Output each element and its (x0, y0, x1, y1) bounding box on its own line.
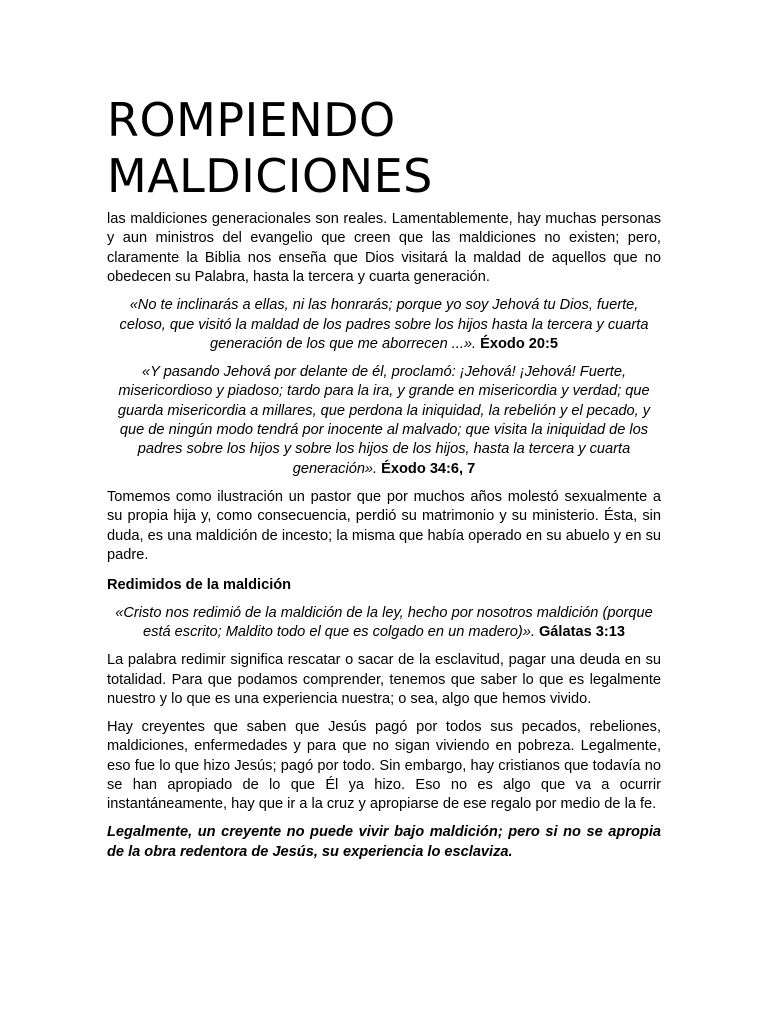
scripture-quote-exodo-20-5 (107, 296, 661, 354)
closing-statement: Legalmente, un creyente no puede vivir bajo maldición; pero si no se apropia de la obra redentora de Jesús, su experiencia lo esclaviza. (107, 824, 661, 860)
paragraph-redimir: La palabra redimir significa rescatar o sacar de la esclavitud, pagar una deuda en su totalidad. Para que podamos comprender, tenemos que saber lo que es legalmente nuestro y lo que es una experiencia nuestra; o sea, algo que hemos vivido. (107, 652, 661, 707)
scripture-quote-exodo-34-6 (107, 363, 661, 479)
quote-reference: Éxodo 34:6, 7 (381, 460, 476, 477)
title-line-1: ROMPIENDO (107, 93, 396, 147)
quote-reference: Gálatas 3:13 (538, 624, 625, 641)
quote-text: «Y pasando Jehová por delante de él, proclamó: ¡Jehová! ¡Jehová! Fuerte, misericordioso y piadoso; tardo para la ira, y grande en misericordia y verdad; que guarda misericordia a millares, que perdona la iniquidad, la rebelión y el pecado, y que de ningún modo tendrá por inocente al malvado; que visita la iniquidad de los padres sobre los hijos y sobre los hijos de los hijos, hasta la tercera y cuarta generación». (117, 363, 651, 477)
quote-text: «Cristo nos redimió de la maldición de la ley, hecho por nosotros maldición (porque está escrito; Maldito todo el que es colgado en un madero)». (115, 604, 653, 641)
paragraph-creyentes: Hay creyentes que saben que Jesús pagó por todos sus pecados, rebeliones, maldiciones, enfermedades y para que no sigan viviendo en pobreza. Legalmente, eso fue lo que hizo Jesús; pagó por todo. Sin embargo, hay cristianos que todavía no se han apropiado de lo que Él ya hizo. Eso no es algo que va a ocurrir instantáneamente, hay que ir a la cruz y apropiarse de ese regalo por medio de la fe. (107, 718, 661, 813)
paragraph-illustration: Tomemos como ilustración un pastor que por muchos años molestó sexualmente a su propia hija y, como consecuencia, perdió su matrimonio y su ministerio. Ésta, sin duda, es una maldición de incesto; la misma que había operado en su abuelo y en su padre. (107, 488, 661, 563)
paragraph-intro: las maldiciones generacionales son reales. Lamentablemente, hay muchas personas y aun ministros del evangelio que creen que las maldiciones no existen; pero, claramente la Biblia nos enseña que Dios visitará la maldad de aquellos que no obedecen su Palabra, hasta la tercera y cuarta generación. (107, 211, 661, 286)
quote-reference: Éxodo 20:5 (480, 335, 559, 352)
section-heading: Redimidos de la maldición (107, 576, 292, 593)
quote-text: «No te inclinarás a ellas, ni las honrarás; porque yo soy Jehová tu Dios, fuerte, celoso, que visitó la maldad de los padres sobre los hijos hasta la tercera y cuarta generación de los que me aborrecen ...». (119, 297, 649, 352)
document-page (107, 92, 661, 862)
scripture-quote-galatas-3-13 (107, 604, 661, 643)
title-line-2: MALDICIONES (107, 149, 433, 203)
document-title (107, 92, 661, 204)
